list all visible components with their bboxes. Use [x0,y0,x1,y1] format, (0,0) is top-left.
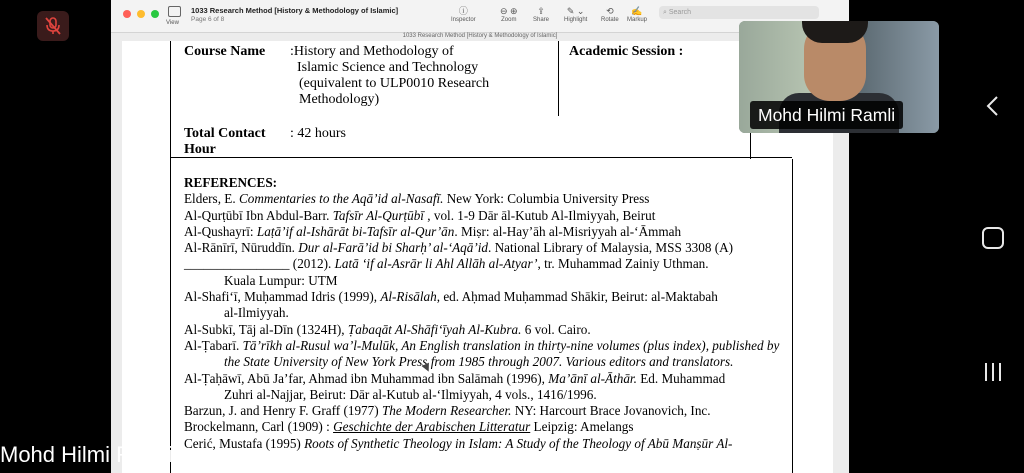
reference-item: Al-Subkī, Tāj al-Dīn (1324H), Ṭabaqāt Al-Shāfi‘īyah Al-Kubra. 6 vol. Cairo. [184,321,591,337]
total-contact-label-2: Hour [184,142,216,157]
markup-icon: ✍ [631,6,643,16]
reference-item: Al-Qushayrī: Laṭā’if al-Ishārāt bi-Tafsīr al-Qur’ān. Miṣr: al-Hay’āh al-Misriyyah al-‘Āmmah [184,223,682,239]
minimize-window-button[interactable] [137,10,145,18]
reference-item: Al-Rānīrī, Nūruddīn. Dur al-Farā’id bi Sharḥ’ al-‘Aqā’id. National Library of Malaysia, MSS 3308 (A) [184,240,734,256]
sidebar-toggle-icon[interactable] [168,6,181,17]
search-field[interactable]: ⌕ Search [659,6,819,19]
reference-item: Al-Ṭaḥāwī, Abū Ja’far, Ahmad ibn Muhammad ibn Salāmah (1996), Ma’ānī al-Āthār. Ed. Muhammad Zuhri al-Najjar, Beirut: Dār al-Kutub al-‘Ilmiyyah, 4 vols., 1416/1996. [184,370,726,402]
academic-session-label: Academic Session : [569,44,684,59]
info-icon: ⓘ [458,6,468,16]
home-nav-icon[interactable] [982,227,1004,249]
reference-item: Cerić, Mustafa (1995) Roots of Synthetic Theology in Islam: A Study of the Theology of Abū Manṣūr Al- [184,435,733,451]
course-name-line-3: (equivalent to ULP0010 Research [299,76,490,91]
reference-item: Al-Shafi‘ī, Muḥammad Idris (1999), Al-Risālah, ed. Aḥmad Muḥammad Shākir, Beirut: al-Maktabah al-Ilmiyyah. [184,289,718,321]
table-border [170,159,171,473]
rotate-button[interactable]: ⟲ Rotate [601,6,619,23]
markup-button[interactable]: ✍ Markup [627,6,648,23]
tab-title: 1033 Research Method [History & Methodology of Islamic] [402,33,558,39]
highlighter-icon: ✎ ⌄ [566,6,585,16]
search-icon: ⌕ [663,9,667,16]
zoom-window-button[interactable] [151,10,159,18]
page-indicator: Page 6 of 8 [191,16,225,23]
total-contact-value: : 42 hours [290,126,346,141]
zoom-button[interactable]: ⊖ ⊕ Zoom [500,6,518,23]
table-border [170,157,792,158]
reference-item: Barzun, J. and Henry F. Graff (1977) The Modern Researcher. NY: Harcourt Brace Jovanovich, Inc. [184,403,711,419]
self-view-name-label: Mohd Hilmi Ramli [0,442,173,467]
references-heading: REFERENCES: [184,175,278,190]
recent-apps-nav-icon[interactable] [983,362,1003,382]
mouse-cursor-icon [427,359,431,377]
document-page [122,41,833,473]
reference-item: Elders, E. Commentaries to the Aqā’id al-Nasafī. New York: Columbia University Press [184,191,650,207]
references-section [184,175,784,452]
rotate-icon: ⟲ [606,6,614,16]
table-border [170,41,171,159]
course-name-line-4: Methodology) [299,92,380,107]
share-button[interactable]: ⇪ Share [533,6,550,23]
mute-button[interactable] [37,11,69,41]
reference-item: Al-Ṭabarī. Tā’rīkh al-Rusul wa’l-Mulūk, An English translation in thirty-nine volumes (plus index), published by the State University of New York Press from 1985 through 2007. Various editors and translators. [184,337,780,370]
course-name-label: Course Name [184,44,266,59]
course-name-line-2: Islamic Science and Technology [297,60,479,75]
course-name-line-1: :History and Methodology of [290,44,454,59]
highlight-button[interactable]: ✎ ⌄ Highlight [564,6,588,23]
zoom-icon: ⊖ ⊕ [500,6,518,16]
total-contact-label: Total Contact [184,126,266,141]
reference-item: Brockelmann, Carl (1909) : Geschichte der Arabischen Litteratur Leipzig: Amelangs [184,419,634,435]
participant-name-label: Mohd Hilmi Ramli [750,101,903,129]
table-border [558,41,559,116]
close-window-button[interactable] [123,10,131,18]
table-border [792,159,793,473]
inspector-button[interactable]: ⓘ Inspector [451,6,476,23]
share-icon: ⇪ [537,6,545,16]
view-label: View [166,20,179,26]
reference-item: ________________ (2012). Latā ‘if al-Asrār li Ahl Allāh al-Atyar’, tr. Muhammad Zainiy Uthman. Kuala Lumpur: UTM [184,256,709,288]
back-nav-icon[interactable] [985,95,1001,117]
microphone-muted-icon [44,16,62,36]
document-title: 1033 Research Method [History & Methodology of Islamic] [191,6,399,15]
reference-item: Al-Qurṭūbī Ibn Abdul-Barr. Tafsīr Al-Qurṭūbī , vol. 1-9 Dār āl-Kutub Al-Ilmiyyah, Beirut [184,207,656,223]
